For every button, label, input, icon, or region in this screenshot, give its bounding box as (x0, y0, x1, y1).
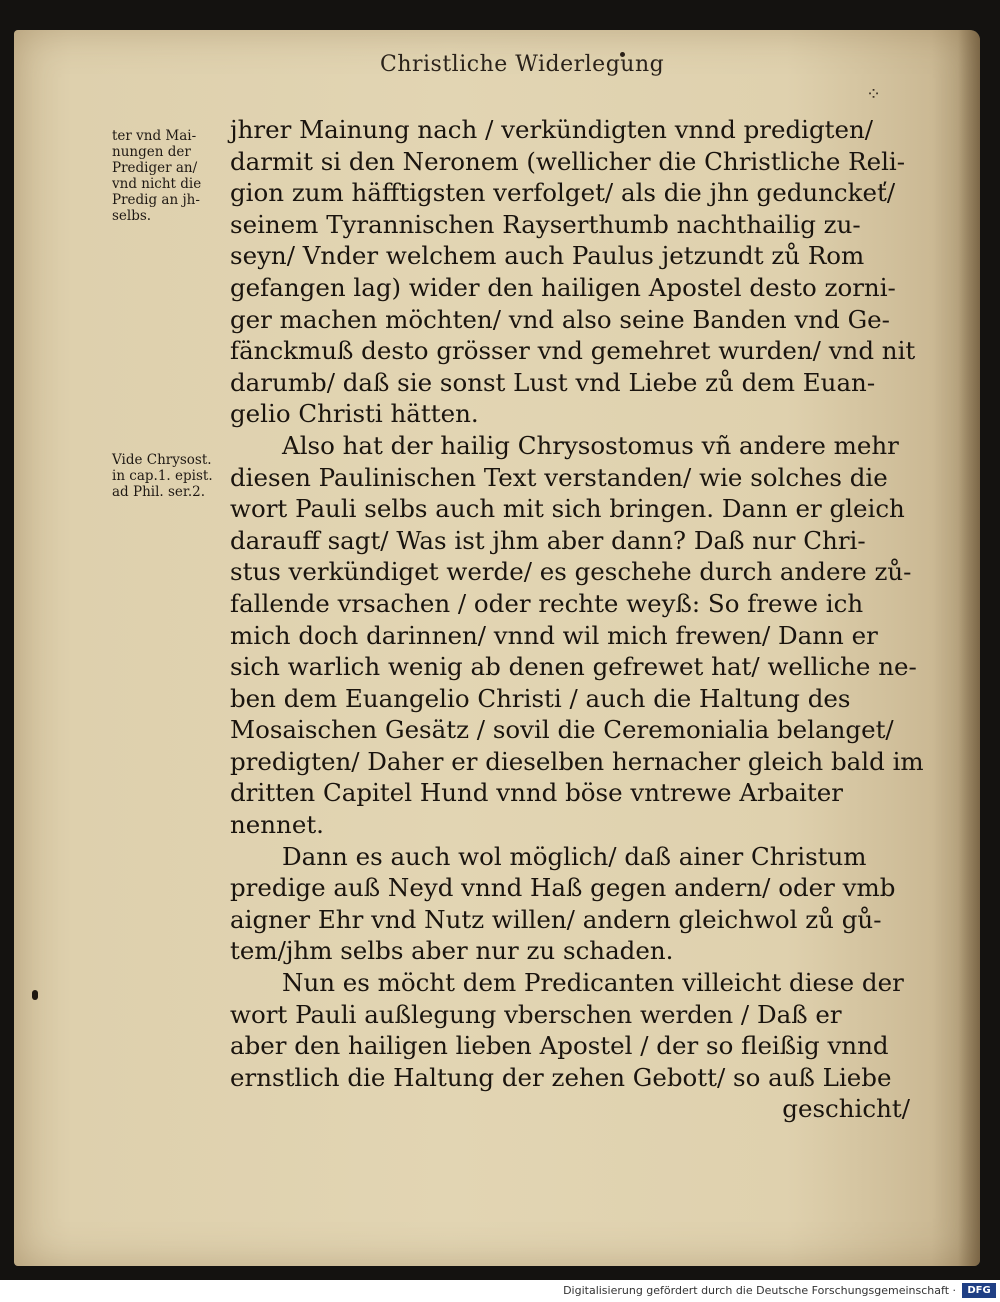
ink-speck (32, 990, 38, 1000)
text-line: seinem Tyrannischen Rayserthumb nachthailig zu- (230, 209, 861, 239)
text-line: fallende vrsachen / oder rechte weyß: So frewe ich (230, 588, 864, 618)
text-line: aber den hailigen lieben Apostel / der so fleißig vnnd (230, 1031, 889, 1061)
catchword: geschicht/ (782, 1094, 910, 1124)
text-line: predige auß Neyd vnnd Haß gegen andern/ oder vmb (230, 873, 896, 903)
text-line: aigner Ehr vnd Nutz willen/ andern gleichwol zů gů- (230, 904, 882, 934)
text-line: seyn/ Vnder welchem auch Paulus jetzundt zů Rom (230, 241, 865, 271)
margin-note-citation: Vide Chrysost. in cap.1. epist. ad Phil. ser.2. (112, 452, 213, 500)
dfg-logo: DFG (962, 1283, 996, 1298)
funding-credit: Digitalisierung gefördert durch die Deutsche Forschungsgemeinschaft · (563, 1284, 956, 1297)
text-line: ben dem Euangelio Christi / auch die Haltung des (230, 683, 851, 713)
text-line: wort Pauli selbs auch mit sich bringen. Dann er gleich (230, 494, 905, 524)
text-line: nennet. (230, 810, 324, 840)
text-line: darumb/ daß sie sonst Lust vnd Liebe zů dem Euan- (230, 367, 876, 397)
text-line: predigten/ Daher er dieselben hernacher gleich bald im (230, 746, 924, 776)
text-line: ernstlich die Haltung der zehen Gebott/ so auß Liebe (230, 1062, 892, 1092)
text-line: gelio Christi hätten. (230, 399, 479, 429)
paragraph-start-line: Dann es auch wol möglich/ daß ainer Christum (282, 841, 867, 871)
margin-note: ter vnd Mai- nungen der Prediger an/ vnd nicht die Predig an jh- selbs. (112, 128, 202, 224)
text-line: stus verkündiget werde/ es geschehe durch andere zů- (230, 557, 912, 587)
text-line: sich warlich wenig ab denen gefrewet hat/ welliche ne- (230, 652, 917, 682)
page-gutter-shadow (958, 30, 980, 1266)
text-line: jhrer Mainung nach / verkündigten vnnd predigten/ (230, 115, 874, 144)
text-line: wort Pauli außlegung vberschen werden / Daß er (230, 999, 842, 1029)
text-line: mich doch darinnen/ vnnd wil mich frewen/ Dann er (230, 620, 878, 650)
paragraph-start-line: Also hat der hailig Chrysostomus vñ andere mehr (282, 430, 899, 460)
main-text-block (230, 114, 924, 1125)
ornament-mark: ⁘ (866, 84, 882, 105)
text-line: dritten Capitel Hund vnnd böse vntrewe Arbaiter (230, 778, 843, 808)
text-line: Mosaischen Gesätz / sovil die Ceremonialia belanget/ (230, 715, 894, 745)
text-line: tem/jhm selbs aber nur zu schaden. (230, 936, 674, 966)
text-line: gefangen lag) wider den hailigen Apostel desto zorni- (230, 272, 896, 302)
text-line: diesen Paulinischen Text verstanden/ wie solches die (230, 462, 888, 492)
paragraph-start-line: Nun es möcht dem Predicanten villeicht diese der (282, 968, 904, 998)
text-line: ger machen möchten/ vnd also seine Banden vnd Ge- (230, 304, 890, 334)
text-line: gion zum häfftigsten verfolget/ als die jhn gedunckeť/ (230, 178, 896, 208)
running-head: Christliche Widerlegung (380, 52, 665, 77)
digitization-footer (0, 1280, 1000, 1302)
text-line: darauff sagt/ Was ist jhm aber dann? Daß nur Chri- (230, 525, 866, 555)
text-line: fänckmuß desto grösser vnd gemehret wurden/ vnd nit (230, 336, 916, 366)
text-line: darmit si den Neronem (wellicher die Christliche Reli- (230, 146, 906, 176)
